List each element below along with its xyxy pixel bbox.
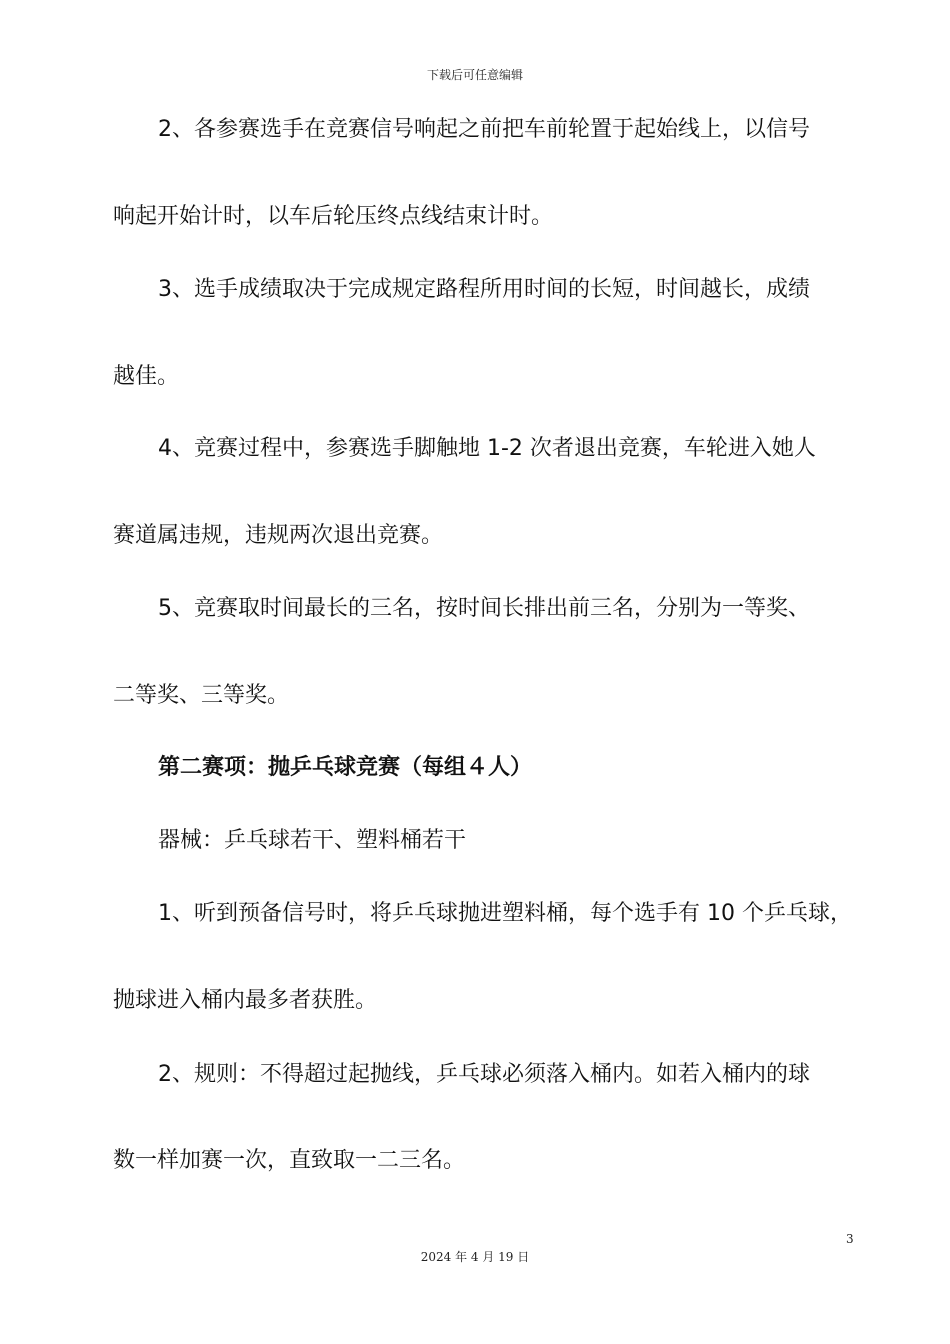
section-heading: 第二赛项：抛乒乓球竞赛（每组４人） [158, 755, 533, 780]
body-line-8: 二等奖、三等奖。 [113, 683, 290, 708]
footer-date: 2024 年 4 月 19 日 [420, 1250, 530, 1264]
body-line-2: 响起开始计时，以车后轮压终点线结束计时。 [113, 204, 554, 229]
body-line-10: 器械：乒乓球若干、塑料桶若干 [158, 828, 467, 853]
body-line-6: 赛道属违规，违规两次退出竞赛。 [113, 523, 444, 548]
body-line-4: 越佳。 [113, 364, 180, 389]
body-line-7: 5、竞赛取时间最长的三名，按时间长排出前三名，分别为一等奖、 [158, 596, 810, 621]
page-number: 3 [846, 1232, 854, 1246]
page-header: 下载后可任意编辑 [426, 68, 523, 82]
body-line-12: 抛球进入桶内最多者获胜。 [113, 988, 378, 1013]
body-line-14: 数一样加赛一次，直致取一二三名。 [113, 1148, 466, 1173]
body-line-1: 2、各参赛选手在竞赛信号响起之前把车前轮置于起始线上，以信号 [158, 117, 810, 142]
body-line-13: 2、规则：不得超过起抛线，乒乓球必须落入桶内。如若入桶内的球 [158, 1062, 810, 1087]
body-line-3: 3、选手成绩取决于完成规定路程所用时间的长短，时间越长，成绩 [158, 277, 810, 302]
body-line-5: 4、竞赛过程中，参赛选手脚触地 1-2 次者退出竞赛，车轮进入她人 [158, 436, 816, 461]
body-line-11: 1、听到预备信号时，将乒乓球抛进塑料桶，每个选手有 10 个乒乓球， [158, 901, 852, 926]
